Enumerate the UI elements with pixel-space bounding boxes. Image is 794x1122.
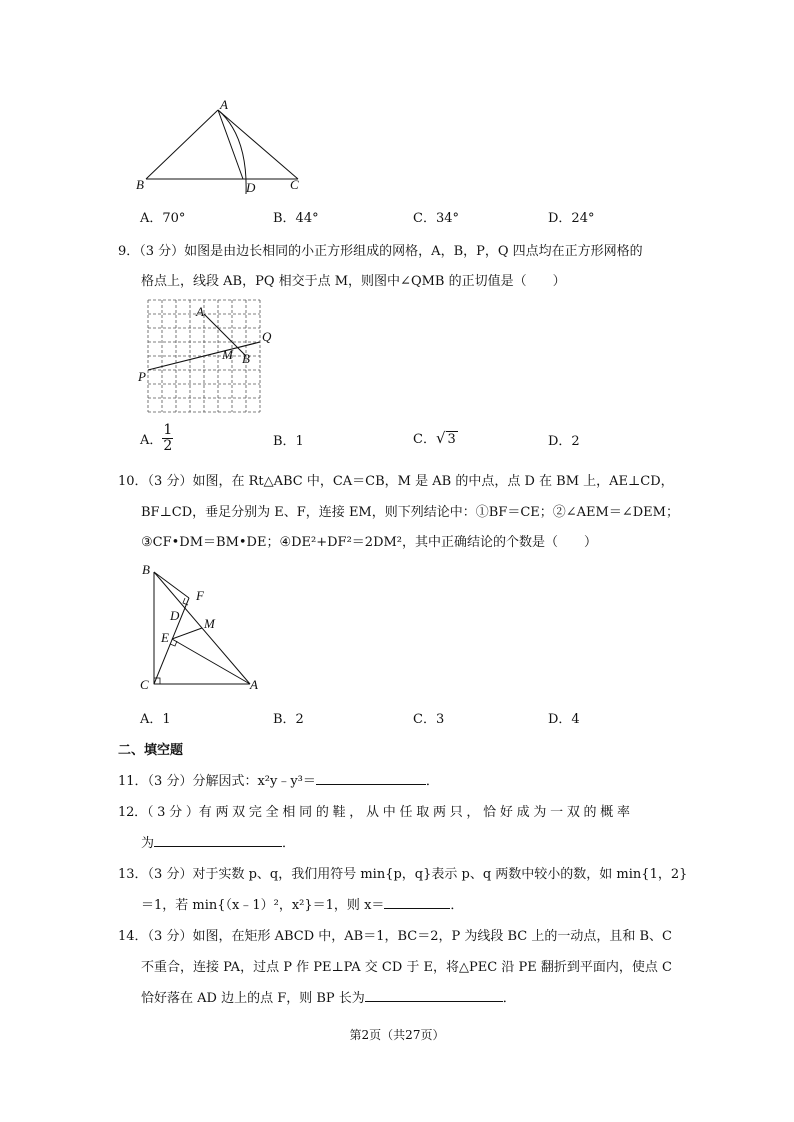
q9-option-b: B．1 xyxy=(273,434,304,449)
q9-text-line1: 9．（3 分）如图是由边长相同的小正方形组成的网格，A，B，P，Q 四点均在正方形网格的 xyxy=(118,244,643,259)
q8-option-b: B．44° xyxy=(273,211,319,226)
q9-label-m: M xyxy=(222,347,233,362)
page-footer: 第2页（共27页） xyxy=(349,1028,445,1042)
q9-label-b: B xyxy=(242,351,250,366)
q9-text-line2: 格点上，线段 AB，PQ 相交于点 M，则图中∠QMB 的正切值是（ ） xyxy=(141,274,566,289)
q10-label-e: E xyxy=(161,630,169,645)
q14-prefix: 恰好落在 AD 边上的点 F，则 BP 长为 xyxy=(141,991,365,1006)
q10-label-m: M xyxy=(204,616,215,631)
q9-option-a-prefix: A． xyxy=(140,433,163,448)
q9-label-p: P xyxy=(138,369,146,384)
q11-text xyxy=(118,770,439,789)
q10-triangle-figure xyxy=(134,558,274,694)
q11-answer-blank[interactable] xyxy=(316,772,426,785)
q10-label-b: B xyxy=(142,562,150,577)
q8-option-c: C．34° xyxy=(413,211,459,226)
q13-end: ． xyxy=(450,898,464,913)
q10-text-line3: ③CF•DM＝BM•DE；④DE²+DF²＝2DM²，其中正确结论的个数是（ ） xyxy=(141,535,598,550)
q9-grid-figure xyxy=(136,296,276,416)
q9-option-d: D．2 xyxy=(548,434,580,449)
q9-label-q: Q xyxy=(262,329,272,344)
q10-label-c: C xyxy=(140,677,149,692)
q14-text-line2: 不重合，连接 PA，过点 P 作 PE⊥PA 交 CD 于 E，将△PEC 沿 PE 翻折到平面内，使点 C xyxy=(141,960,672,975)
q13-text-line1: 13．（3 分）对于实数 p、q，我们用符号 min{p，q}表示 p、q 两数中较小的数，如 min{1，2} xyxy=(118,867,688,882)
q11-end: ． xyxy=(425,774,439,789)
q8-label-c: C xyxy=(290,177,299,192)
q9-option-c-prefix: C． xyxy=(413,432,436,447)
q9-option-c xyxy=(413,428,458,447)
q8-label-d: D xyxy=(246,180,256,195)
q9-option-a xyxy=(140,423,173,454)
q10-label-f: F xyxy=(196,588,204,603)
q11-question: 11．（3 分）分解因式：x²y﹣y³＝ xyxy=(118,774,316,789)
q12-text-line1: 12．（ 3 分 ）有 两 双 完 全 相 同 的 鞋 ， 从 中 任 取 两 只 ， 恰 好 成 为 一 双 的 概 率 xyxy=(118,805,630,820)
q14-answer-blank[interactable] xyxy=(365,989,503,1002)
q13-text-line2 xyxy=(141,894,463,913)
q13-prefix: ＝1，若 min{（x﹣1）²，x²}＝1，则 x＝ xyxy=(141,898,385,913)
q9-option-a-fraction xyxy=(162,423,173,454)
q10-label-d: D xyxy=(170,608,180,623)
q12-text-line2 xyxy=(141,832,295,851)
q13-answer-blank[interactable] xyxy=(384,896,450,909)
q14-text-line1: 14．（3 分）如图，在矩形 ABCD 中，AB＝1，BC＝2，P 为线段 BC 上的一动点，且和 B、C xyxy=(118,929,673,944)
q9-sqrt-icon: √ xyxy=(435,429,446,447)
q10-label-a: A xyxy=(250,677,258,692)
q14-text-line3 xyxy=(141,987,516,1006)
section-title-fill-in: 二、填空题 xyxy=(118,743,184,758)
q10-option-d: D．4 xyxy=(548,712,580,727)
q12-answer-blank[interactable] xyxy=(154,834,282,847)
q8-option-d: D．24° xyxy=(548,211,595,226)
q10-text-line1: 10．（3 分）如图，在 Rt△ABC 中，CA＝CB，M 是 AB 的中点，点 D 在 BM 上，AE⊥CD， xyxy=(118,474,674,489)
q9-option-c-radicand: 3 xyxy=(447,432,456,447)
q9-option-a-numerator: 1 xyxy=(163,422,173,438)
q10-option-a: A．1 xyxy=(140,712,171,727)
q10-option-c: C．3 xyxy=(413,712,445,727)
q12-end: ． xyxy=(282,836,296,851)
q9-option-a-denominator: 2 xyxy=(163,438,173,454)
q9-label-a: A xyxy=(196,304,204,319)
q8-label-a: A xyxy=(220,97,228,112)
q12-prefix: 为 xyxy=(141,836,155,851)
q8-triangle-figure xyxy=(130,96,320,200)
q10-text-line2: BF⊥CD，垂足分别为 E、F，连接 EM，则下列结论中：①BF＝CE；②∠AEM＝∠DEM； xyxy=(141,505,679,520)
q8-option-a: A．70° xyxy=(140,211,186,226)
q10-option-b: B．2 xyxy=(273,712,304,727)
q14-end: ． xyxy=(502,991,516,1006)
q8-label-b: B xyxy=(136,177,144,192)
